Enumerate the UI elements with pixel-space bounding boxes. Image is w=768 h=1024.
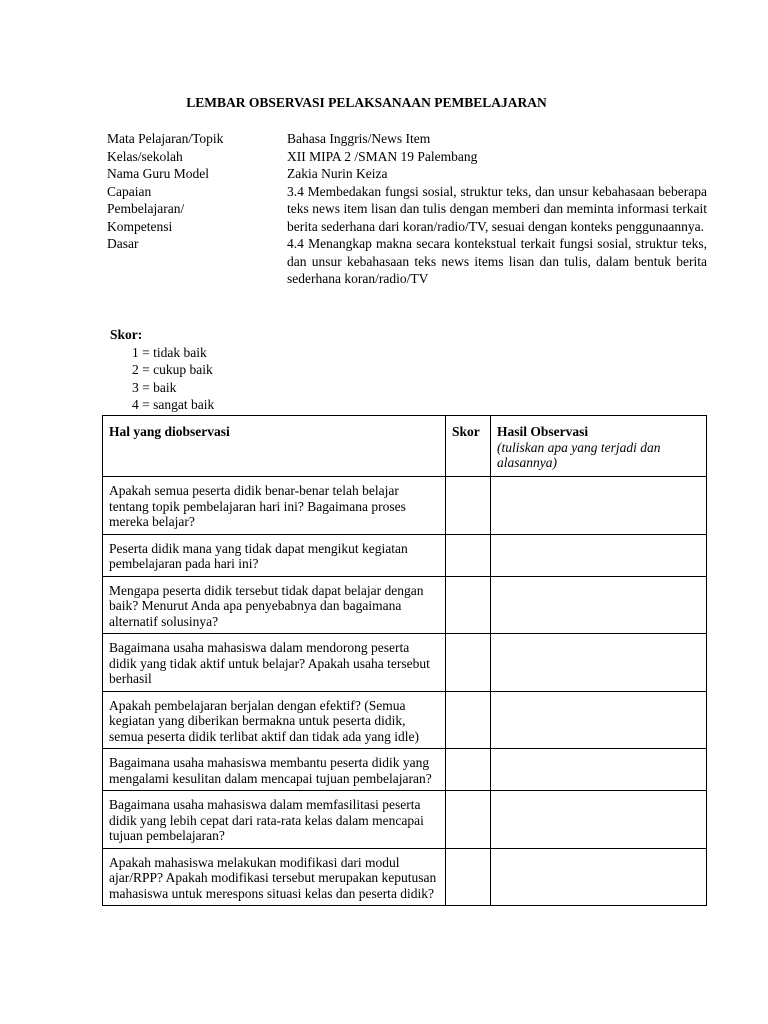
row-result-cell[interactable] <box>491 634 707 692</box>
kelas-row <box>107 148 707 166</box>
row-question: Bagaimana usaha mahasiswa dalam memfasilitasi peserta didik yang lebih cepat dari rata-rata kelas dalam mencapai tujuan pembelajaran? <box>103 791 446 849</box>
row-result-cell[interactable] <box>491 791 707 849</box>
mapel-value: Bahasa Inggris/News Item <box>287 131 431 146</box>
table-row <box>103 791 707 849</box>
row-score-cell[interactable] <box>446 749 491 791</box>
row-result-cell[interactable] <box>491 848 707 906</box>
capaian-label-line: Capaian <box>107 183 152 199</box>
guru-value: Zakia Nurin Keiza <box>287 166 388 181</box>
table-row <box>103 848 707 906</box>
score-legend <box>110 326 214 414</box>
row-result-cell[interactable] <box>491 477 707 535</box>
row-question: Peserta didik mana yang tidak dapat mengikut kegiatan pembelajaran pada hari ini? <box>103 534 446 576</box>
table-row <box>103 634 707 692</box>
capaian-label-line: Dasar <box>107 236 139 251</box>
guru-label: Nama Guru Model <box>107 166 209 181</box>
row-score-cell[interactable] <box>446 576 491 634</box>
mapel-row <box>107 130 707 148</box>
row-question: Apakah mahasiswa melakukan modifikasi dari modul ajar/RPP? Apakah modifikasi tersebut merupakan keputusan mahasiswa untuk merespons situasi kelas dan peserta didik? <box>103 848 446 906</box>
kd-4-4: 4.4 Menangkap makna secara kontekstual terkait fungsi sosial, struktur teks, dan unsur kebahasaan teks news items lisan dan tulis, dalam bentuk berita sederhana koran/radio/TV <box>287 236 707 286</box>
score-item: 1 = tidak baik <box>132 344 207 360</box>
row-question: Apakah semua peserta didik benar-benar telah belajar tentang topik pembelajaran hari ini? Bagaimana proses mereka belajar? <box>103 477 446 535</box>
document-title: LEMBAR OBSERVASI PELAKSANAAN PEMBELAJARAN <box>186 95 547 110</box>
table-row <box>103 534 707 576</box>
row-result-cell[interactable] <box>491 534 707 576</box>
kd-3-4: 3.4 Membedakan fungsi sosial, struktur teks, dan unsur kebahasaan beberapa teks news item lisan dan tulis dengan memberi dan meminta informasi terkait berita sederhana dari koran/radio/TV, sesuai dengan konteks penggunaannya. <box>287 183 707 234</box>
score-item: 4 = sangat baik <box>132 397 215 412</box>
row-question: Mengapa peserta didik tersebut tidak dapat belajar dengan baik? Menurut Anda apa penyebabnya dan bagaimana alternatif solusinya? <box>103 576 446 634</box>
row-score-cell[interactable] <box>446 477 491 535</box>
table-row <box>103 477 707 535</box>
capaian-label-line: Kompetensi <box>107 218 173 234</box>
row-result-cell[interactable] <box>491 749 707 791</box>
kelas-label: Kelas/sekolah <box>107 148 183 164</box>
row-score-cell[interactable] <box>446 848 491 906</box>
score-item: 2 = cukup baik <box>132 362 213 377</box>
header-hal: Hal yang diobservasi <box>103 416 446 477</box>
score-item: 3 = baik <box>132 379 177 395</box>
row-question: Apakah pembelajaran berjalan dengan efektif? (Semua kegiatan yang diberikan bermakna untuk peserta didik, semua peserta didik terlibat aktif dan tidak ada yang idle) <box>103 691 446 749</box>
capaian-label <box>107 183 287 288</box>
table-row <box>103 576 707 634</box>
guru-row <box>107 165 707 183</box>
row-score-cell[interactable] <box>446 634 491 692</box>
identity-section <box>107 130 707 288</box>
mapel-label: Mata Pelajaran/Topik <box>107 131 224 146</box>
row-result-cell[interactable] <box>491 576 707 634</box>
capaian-value <box>287 183 707 288</box>
capaian-label-line: Pembelajaran/ <box>107 201 185 216</box>
row-score-cell[interactable] <box>446 791 491 849</box>
row-question: Bagaimana usaha mahasiswa dalam mendorong peserta didik yang tidak aktif untuk belajar? Apakah usaha tersebut berhasil <box>103 634 446 692</box>
header-hasil <box>491 416 707 477</box>
score-legend-title: Skor: <box>110 327 143 342</box>
table-row <box>103 691 707 749</box>
row-result-cell[interactable] <box>491 691 707 749</box>
kelas-value: XII MIPA 2 /SMAN 19 Palembang <box>287 148 478 164</box>
table-row <box>103 749 707 791</box>
header-skor: Skor <box>446 416 491 477</box>
capaian-row <box>107 183 707 288</box>
observation-table <box>102 415 707 906</box>
row-question: Bagaimana usaha mahasiswa membantu peserta didik yang mengalami kesulitan dalam mencapai tujuan pembelajaran? <box>103 749 446 791</box>
header-hasil-hint: (tuliskan apa yang terjadi dan alasannya) <box>497 439 661 470</box>
row-score-cell[interactable] <box>446 534 491 576</box>
header-hasil-label: Hasil Observasi <box>497 424 589 439</box>
row-score-cell[interactable] <box>446 691 491 749</box>
table-header-row <box>103 416 707 477</box>
